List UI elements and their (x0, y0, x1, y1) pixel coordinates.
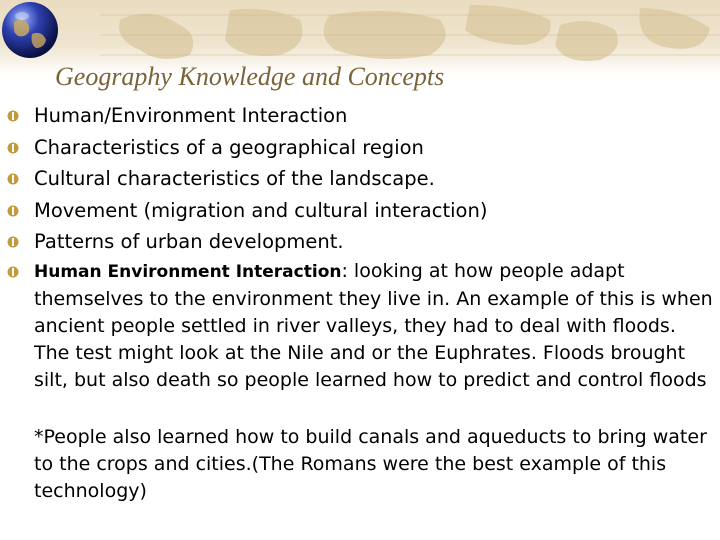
list-item (0, 163, 487, 195)
paragraph-lead: Human Environment Interaction (34, 262, 342, 282)
bullet-icon (7, 266, 19, 278)
list-item (0, 100, 487, 132)
globe-icon (0, 0, 60, 60)
list-item-label: Human/Environment Interaction (34, 104, 348, 127)
bullet-icon (7, 142, 19, 154)
bullet-icon (7, 110, 19, 122)
list-item-label: Patterns of urban development. (34, 230, 344, 253)
list-item (0, 132, 487, 164)
list-item (0, 226, 487, 258)
list-item-label: Cultural characteristics of the landscape. (34, 167, 435, 190)
canal-note: *People also learned how to build canals and aqueducts to bring water to the crops and cities.(The Romans were the best example of this technology) (34, 426, 707, 502)
list-item-label: Characteristics of a geographical region (34, 135, 424, 159)
interaction-paragraph (34, 258, 714, 394)
bullet-icon (7, 205, 19, 217)
bullet-icon (7, 236, 19, 248)
list-item-label: Movement (migration and cultural interaction) (34, 198, 488, 222)
list-item (0, 195, 487, 227)
topic-list (0, 100, 487, 258)
paragraph-body: : looking at how people adapt themselves to the environment they live in. An example of this is when ancient people settled in river valleys, they had to deal with floods. The test might look at the Nile and or the Euphrates. Floods brought silt, but also death so people learned how to predict and control floods (34, 260, 713, 391)
slide-title: Geography Knowledge and Concepts (55, 62, 445, 91)
bullet-icon (7, 173, 19, 185)
